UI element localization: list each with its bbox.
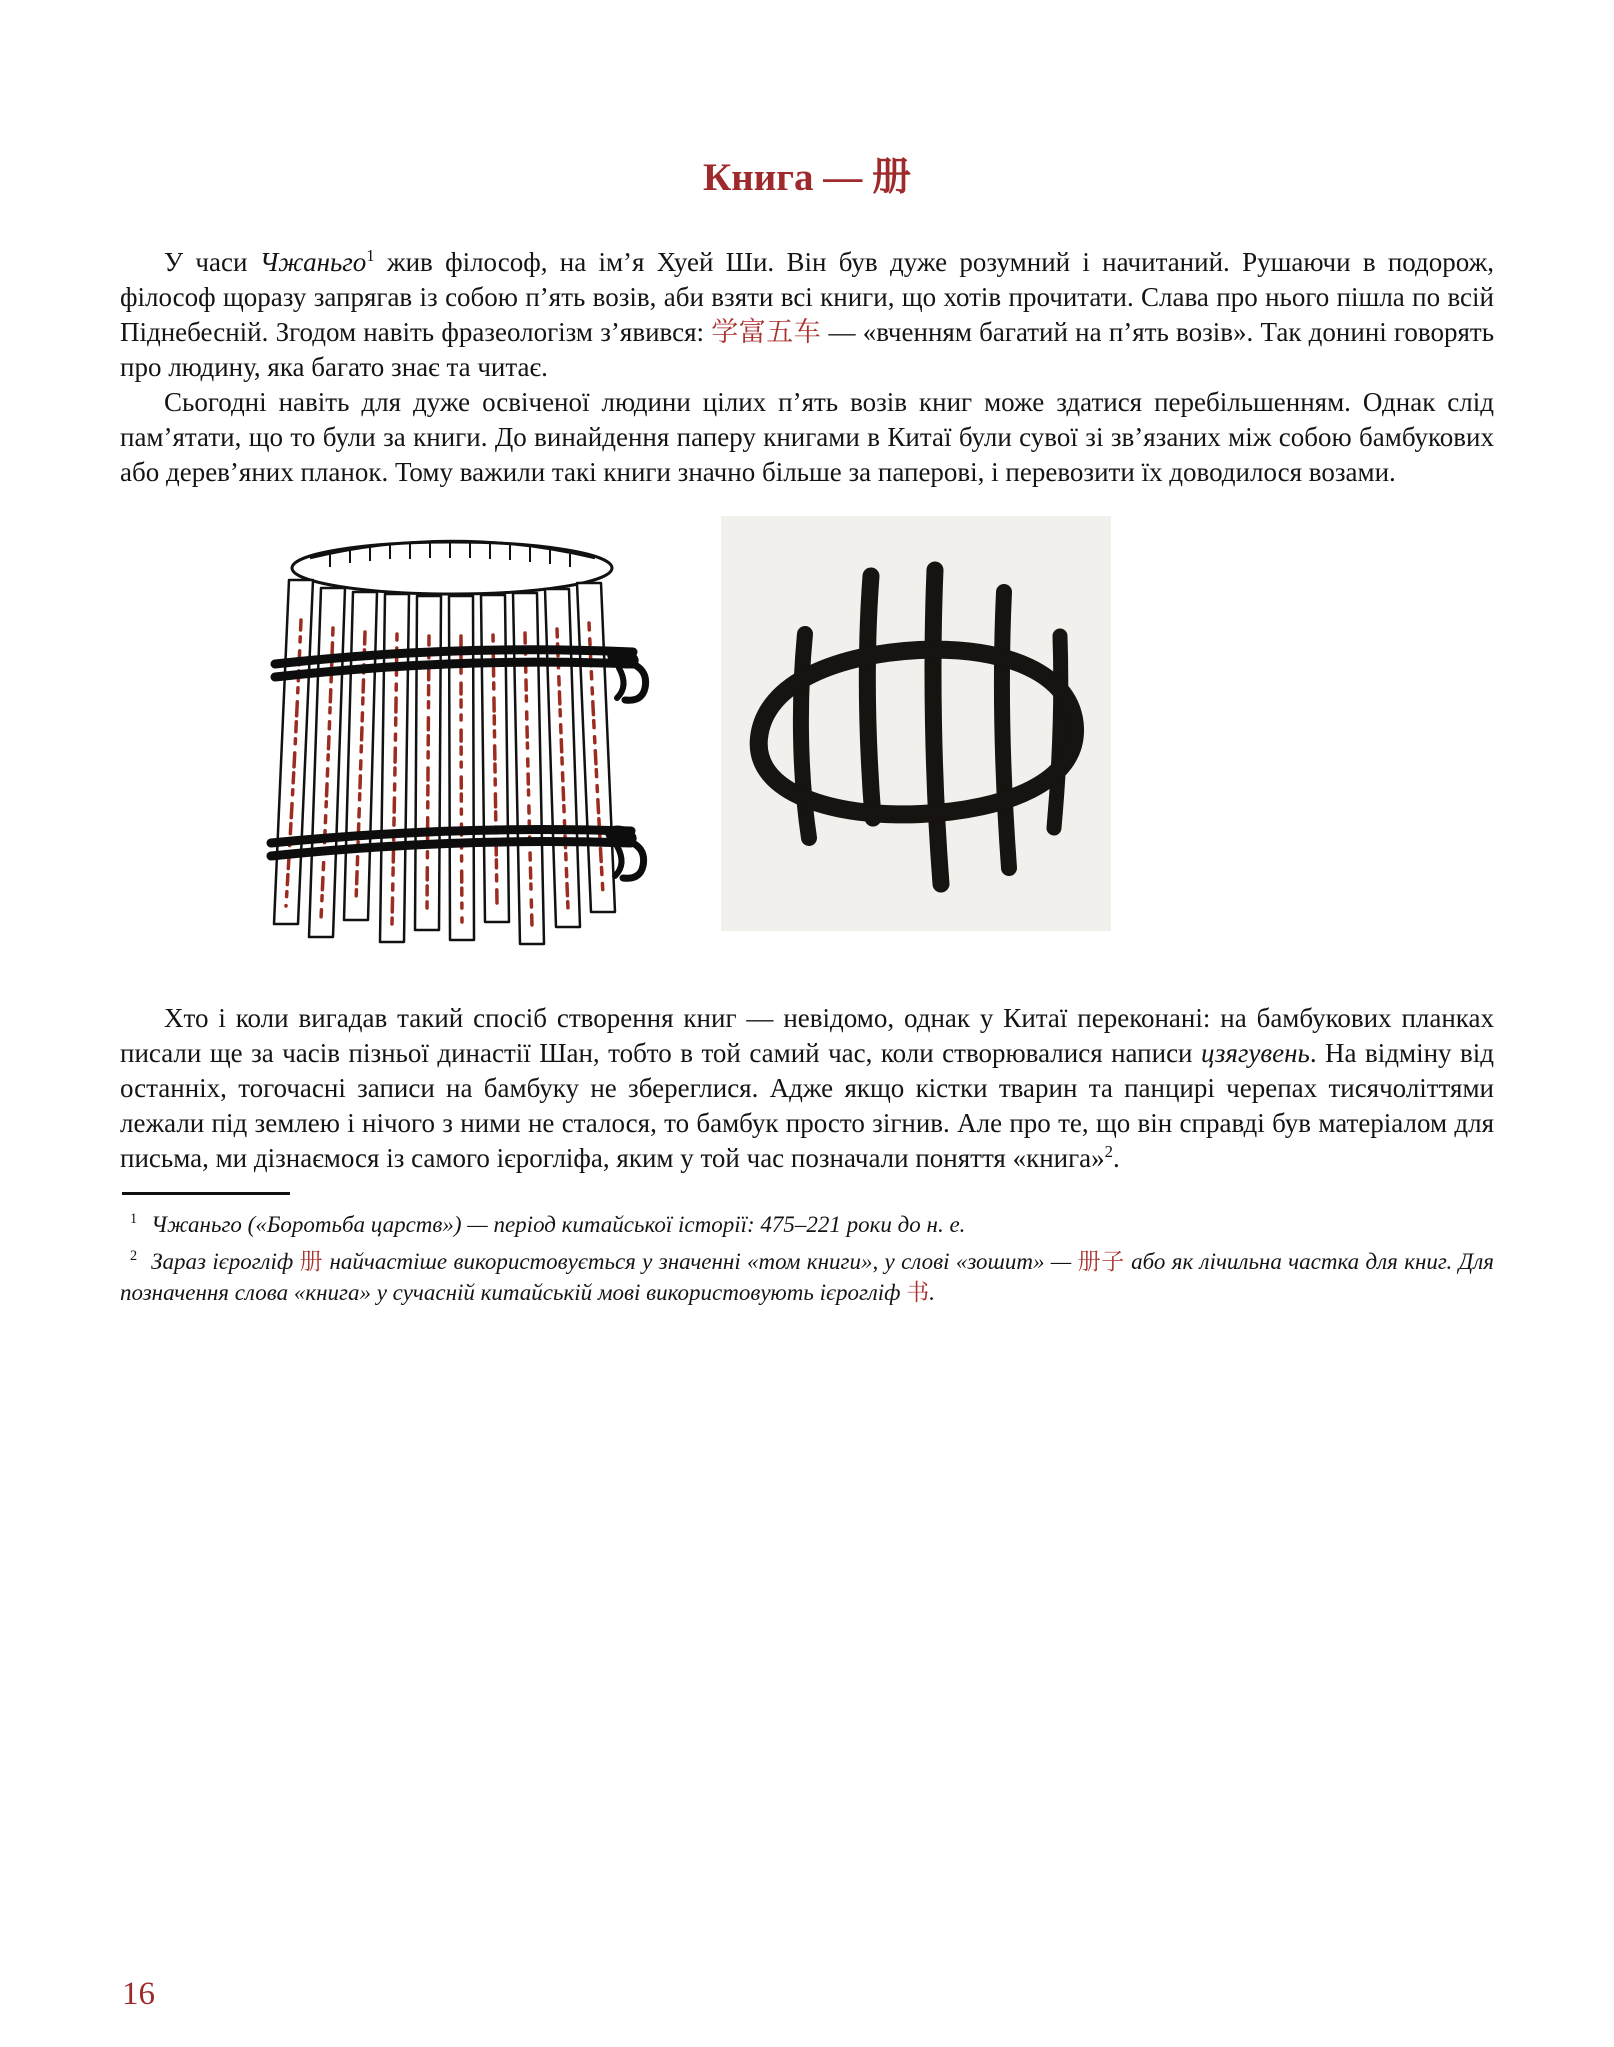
figures-row (255, 512, 1494, 967)
paragraph-1-text: — «вченням багатий на п’ять возів». Так донині говорять про людину, яка багато знає та читає. (120, 316, 1495, 382)
hanzi-cezi: 册子 (1077, 1248, 1125, 1274)
page-number: 16 (122, 1976, 155, 2012)
footnote-ref-2: 2 (1104, 1141, 1114, 1161)
hanzi-idiom: 学富五车 (711, 316, 822, 347)
title-hanzi: 册 (871, 156, 911, 199)
paragraph-3-text: . (1113, 1142, 1120, 1173)
footnote-2-text: Зараз ієрогліф (151, 1248, 300, 1274)
paragraph-3 (120, 1001, 1494, 1176)
footnote-1-marker: 1 (130, 1211, 138, 1228)
footnote-2-marker: 2 (130, 1248, 138, 1265)
footnote-2-text: . (929, 1279, 935, 1305)
term-jiaguwen: цзягувень (1200, 1037, 1310, 1068)
ancient-ce-glyph-drawing (721, 516, 1111, 931)
paragraph-1-text: У часи (164, 246, 260, 277)
bamboo-book-illustration (255, 512, 655, 967)
paragraph-1-text: жив філософ, на ім’я Хуей Ши. Він був дуже розумний і начитаний. Рушаючи в подорож, філософ щоразу запрягав із собою п’ять возів, аби взяти всі книги, що хотів прочитати. Слава про нього пішла по всій Піднебесній. Згодом навіть фразеологізм з’явився: (120, 246, 1494, 347)
title-word: Книга (703, 156, 814, 199)
footnote-ref-1: 1 (366, 245, 375, 265)
page-title (120, 0, 1494, 201)
hanzi-shu: 书 (906, 1279, 930, 1305)
title-dash: — (813, 156, 872, 199)
paragraph-2-text: Сьогодні навіть для дуже освіченої людини цілих п’ять возів книг може здатися перебільшенням. Однак слід пам’ятати, що то були за книги. До винайдення паперу книгами в Китаї були сувої зі зв’язаних між собою бамбукових або дерев’яних планок. Тому важили такі книги значно більше за паперові, і перевозити їх доводилося возами. (120, 386, 1494, 487)
hanzi-ce: 册 (299, 1248, 324, 1274)
footnote-1 (120, 1209, 1494, 1240)
footnote-2-text: або як лічильна частка для книг. Для позначення слова «книга» у сучасній китайській мові використовують ієрогліф (120, 1248, 1494, 1305)
footnote-2 (120, 1246, 1494, 1308)
footnote-separator-rule (122, 1192, 290, 1195)
term-zhanguo: Чжаньго (259, 246, 367, 277)
paragraph-3-text: . На відміну від останніх, тогочасні записи на бамбуку не збереглися. Адже якщо кістки тварин та панцирі черепах тисячоліттями лежали під землею і нічого з ними не сталося, то бамбук просто зігнив. Але про те, що він справді був матеріалом для письма, ми дізнаємося із самого ієрогліфа, яким у той час позначали поняття «книга» (120, 1037, 1494, 1173)
footnote-1-text: Чжаньго («Боротьба царств») — період китайської історії: 475–221 роки до н. е. (151, 1211, 966, 1237)
oracle-bone-glyph-illustration (721, 516, 1111, 936)
body-text (120, 245, 1494, 1176)
paragraph-2 (120, 385, 1494, 490)
footnotes-block (120, 1192, 1494, 1308)
paragraph-1 (120, 245, 1494, 385)
footnote-2-text: найчастіше використовується у значенні «том книги», у слові «зошит» — (323, 1248, 1078, 1274)
bamboo-book-drawing (255, 512, 655, 962)
paragraph-3-text: Хто і коли вигадав такий спосіб створення книг — невідомо, однак у Китаї переконані: на бамбукових планках писали ще за часів пізньої династії Шан, тобто в той самий час, коли створювалися написи (120, 1002, 1494, 1068)
